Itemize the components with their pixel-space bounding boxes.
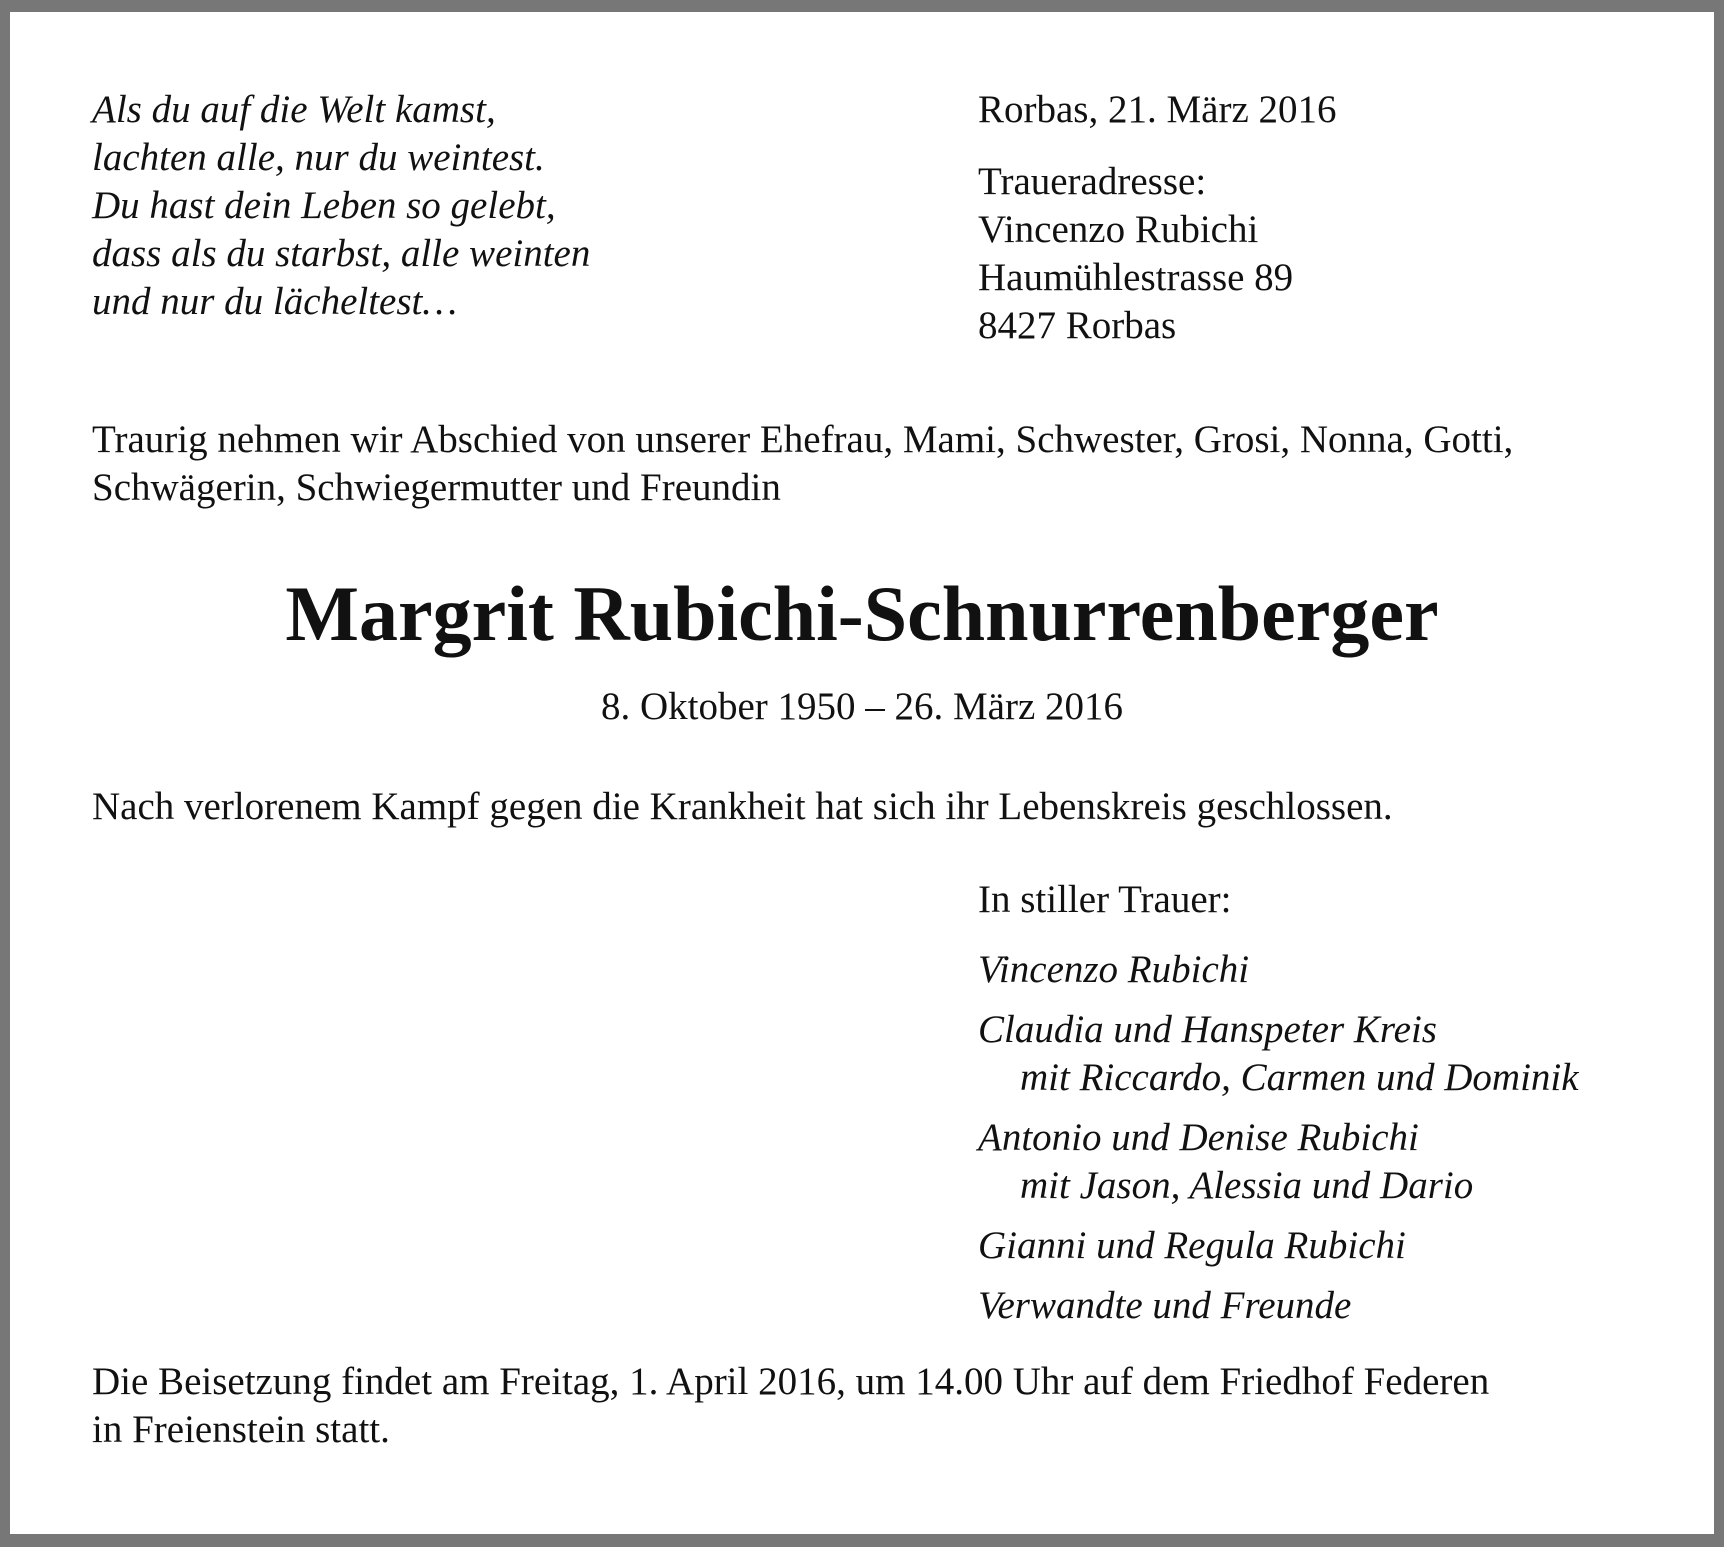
obituary-page [10,12,1714,1534]
mourner-name: Claudia und Hanspeter Kreis [978,1008,1437,1051]
poem-line: dass als du starbst, alle weinten [92,232,591,275]
mourner-group [978,946,1579,994]
mourners-list [978,946,1579,1342]
closing-text: Nach verlorenem Kampf gegen die Krankheit hat sich ihr Lebenskreis geschlossen. [92,785,1393,828]
mourner-name: Gianni und Regula Rubichi [978,1224,1406,1267]
funeral-line: Die Beisetzung findet am Freitag, 1. April 2016, um 14.00 Uhr auf dem Friedhof Federen [92,1360,1490,1403]
intro-text [92,416,1513,512]
address-city: 8427 Rorbas [978,304,1177,347]
poem [92,86,590,326]
place-date: Rorbas, 21. März 2016 [978,88,1337,131]
address-street: Haumühlestrasse 89 [978,256,1294,299]
mourner-children: mit Riccardo, Carmen und Dominik [1020,1056,1579,1099]
mourner-group [978,1222,1579,1270]
intro-line: Traurig nehmen wir Abschied von unserer Ehefrau, Mami, Schwester, Grosi, Nonna, Gotti, [92,418,1514,461]
poem-line: Als du auf die Welt kamst, [92,88,496,131]
deceased-name: Margrit Rubichi-Schnurrenberger [285,570,1439,657]
funeral-notice [92,1358,1489,1454]
poem-line: lachten alle, nur du weintest. [92,136,545,179]
poem-line: Du hast dein Leben so gelebt, [92,184,556,227]
mourning-address [978,158,1293,350]
mourner-group [978,1282,1579,1330]
mourner-name: Antonio und Denise Rubichi [978,1116,1419,1159]
mourner-group [978,1114,1579,1210]
life-dates: 8. Oktober 1950 – 26. März 2016 [600,685,1124,728]
mourner-group [978,1006,1579,1102]
address-name: Vincenzo Rubichi [978,208,1259,251]
intro-line: Schwägerin, Schwiegermutter und Freundin [92,466,781,509]
mourner-children: mit Jason, Alessia und Dario [1020,1164,1474,1207]
poem-line: und nur du lächeltest… [92,280,458,323]
mourning-label: In stiller Trauer: [978,878,1232,921]
funeral-line: in Freienstein statt. [92,1408,390,1451]
mourner-name: Vincenzo Rubichi [978,948,1250,991]
address-label: Traueradresse: [978,160,1207,203]
mourner-name: Verwandte und Freunde [978,1284,1352,1327]
